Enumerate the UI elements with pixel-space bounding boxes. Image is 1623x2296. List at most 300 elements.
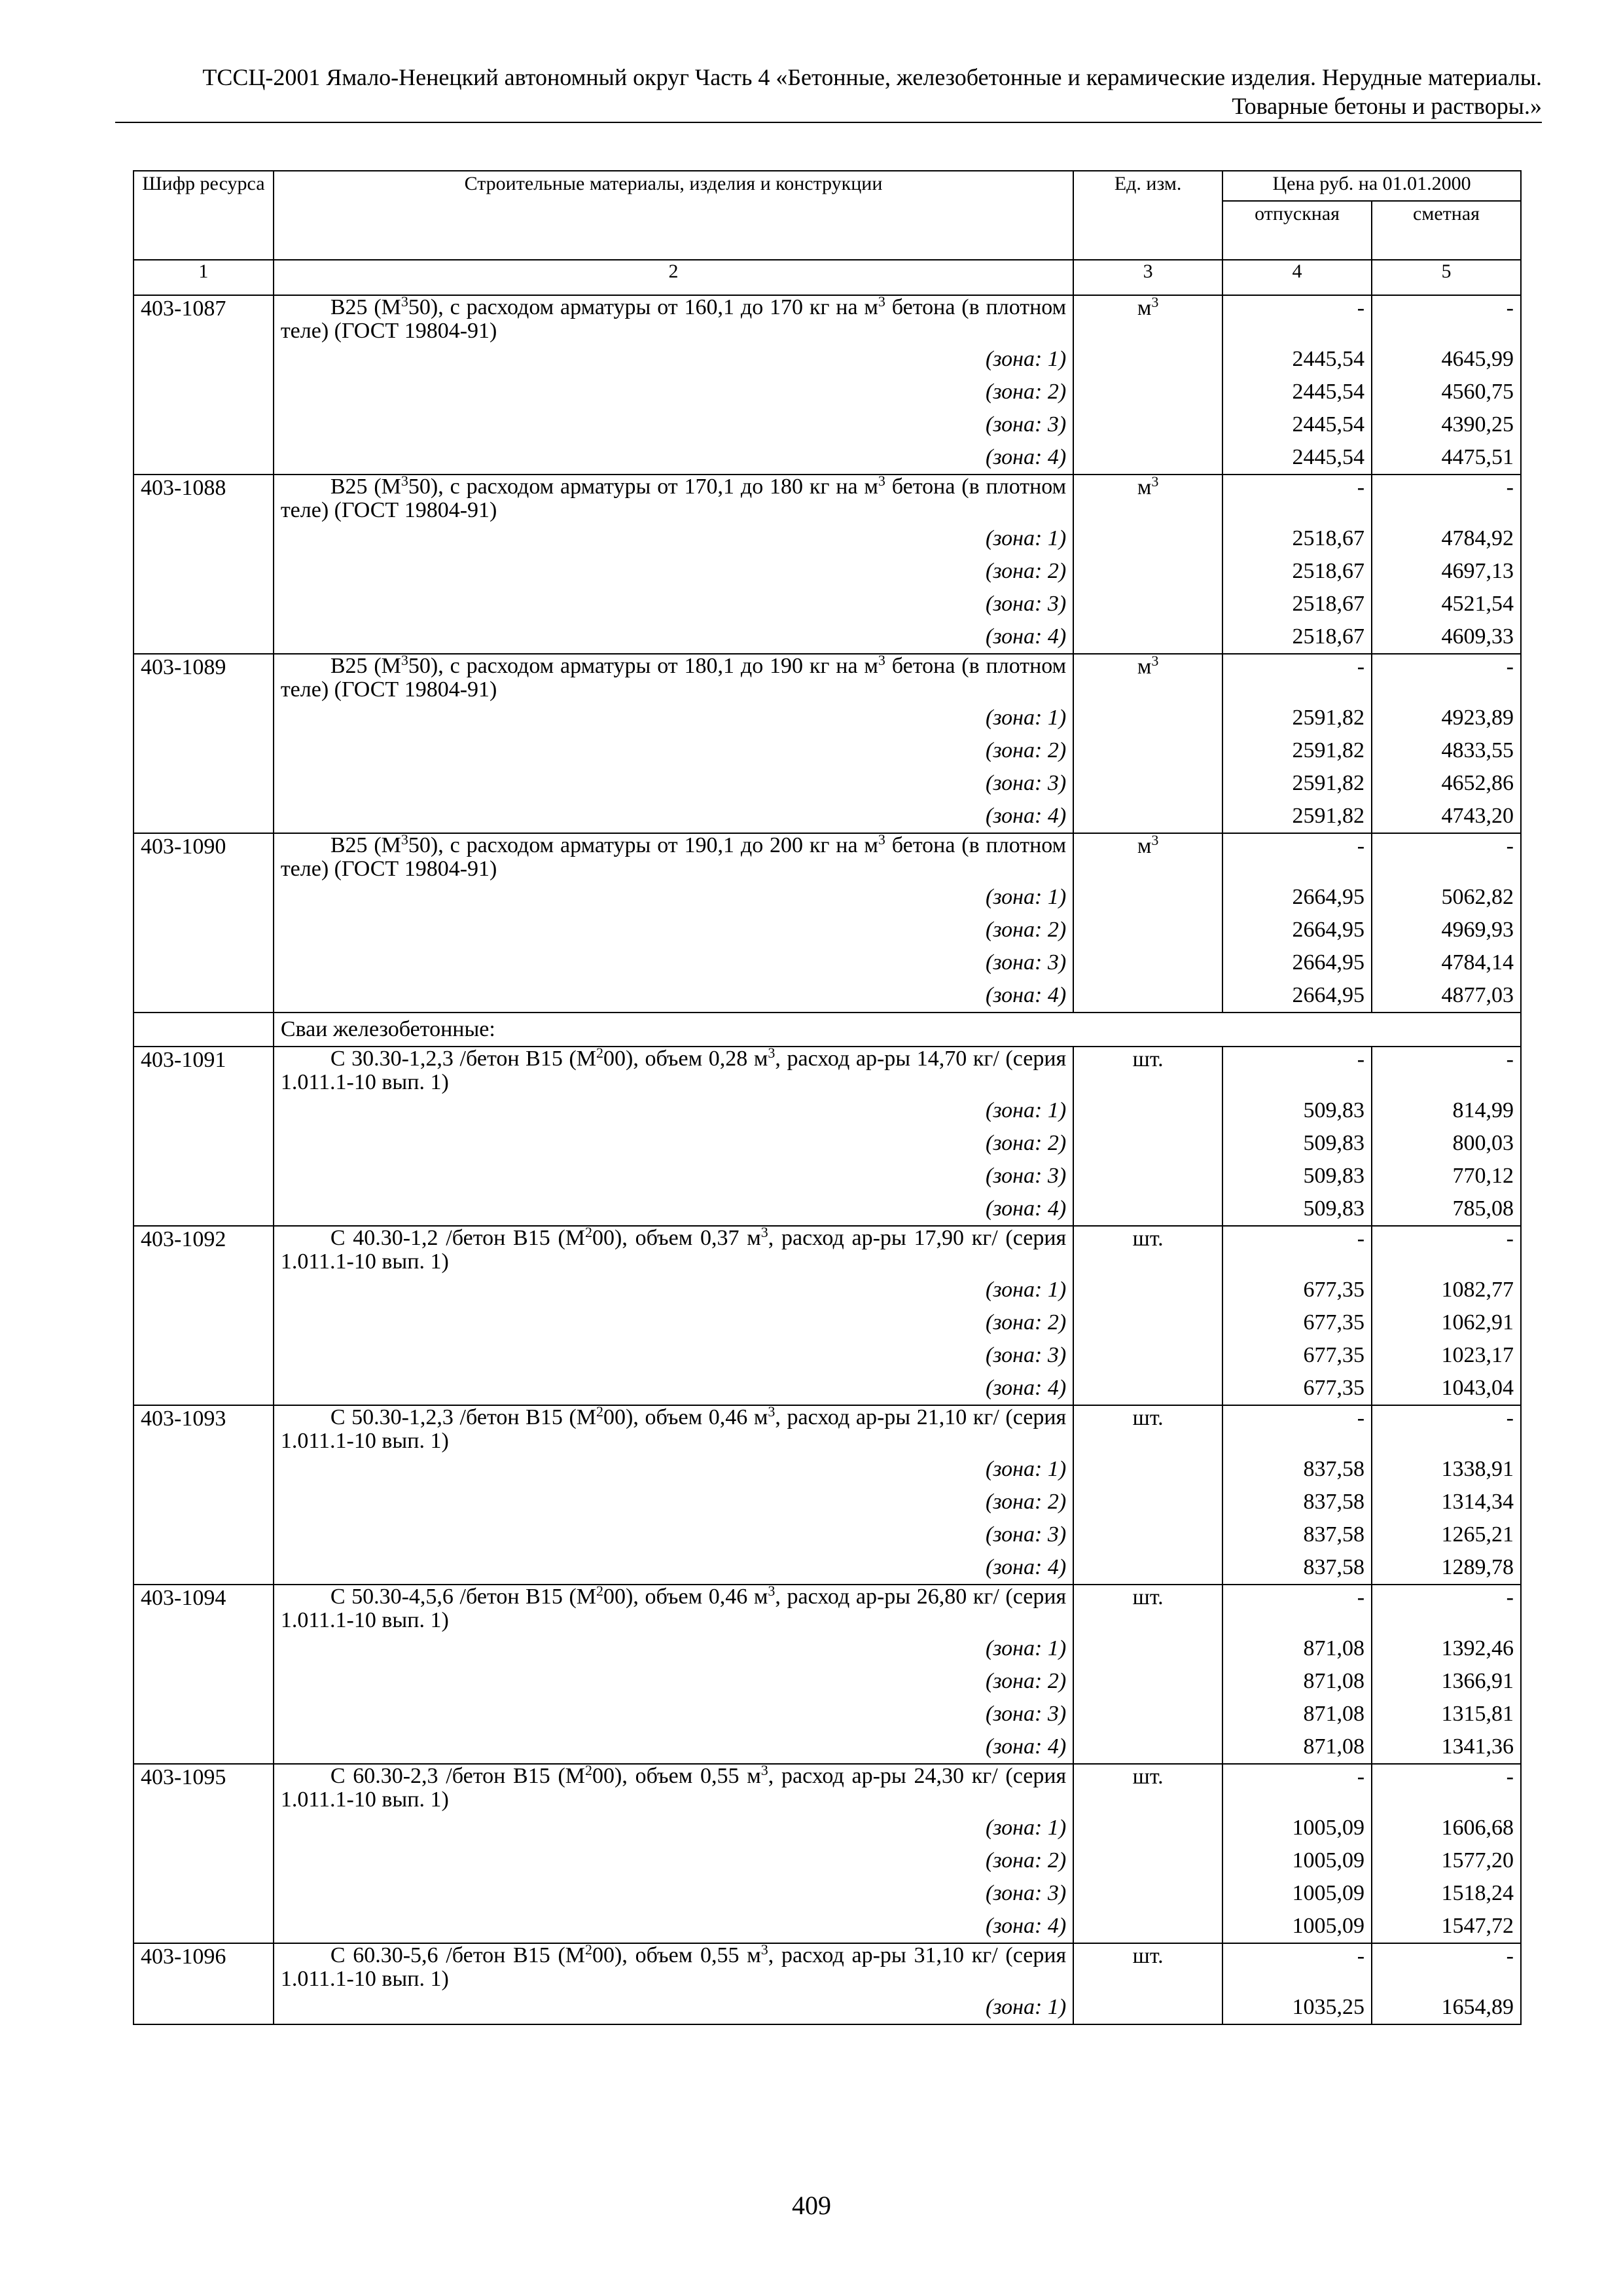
estimate-price: 1314,34 (1372, 1486, 1521, 1518)
release-price: 509,83 (1222, 1094, 1372, 1127)
zone-row (134, 800, 1521, 833)
resource-code: 403-1094 (134, 1585, 274, 1632)
resource-code: 403-1092 (134, 1226, 274, 1274)
zone-label: (зона: 4) (274, 620, 1073, 654)
zone-unit-empty (1073, 914, 1222, 946)
estimate-price: 770,12 (1372, 1160, 1521, 1193)
resource-code: 403-1091 (134, 1047, 274, 1094)
release-price: 837,58 (1222, 1486, 1372, 1518)
description-superscript: 2 (596, 1045, 604, 1061)
release-price: 1005,09 (1222, 1812, 1372, 1844)
zone-unit-empty (1073, 1731, 1222, 1764)
release-price: 871,08 (1222, 1731, 1372, 1764)
description-text: , расход ар-ры 26,80 кг/ (серия 1.011.1-10 вып. 1) (280, 1585, 1067, 1632)
zone-unit-empty (1073, 522, 1222, 555)
release-price: 1005,09 (1222, 1877, 1372, 1910)
estimate-price-empty: - (1372, 1226, 1521, 1274)
description-text: С 60.30-2,3 /бетон В15 (М (330, 1764, 586, 1788)
zone-unit-empty (1073, 376, 1222, 408)
estimate-price: 1062,91 (1372, 1306, 1521, 1339)
zone-code-empty (134, 1812, 274, 1844)
estimate-price: 814,99 (1372, 1094, 1521, 1127)
description-text: , расход ар-ры 24,30 кг/ (серия 1.011.1-10 вып. 1) (280, 1764, 1067, 1812)
zone-unit-empty (1073, 1812, 1222, 1844)
header-rule (115, 122, 1542, 123)
zone-code-empty (134, 1991, 274, 2024)
zone-unit-empty (1073, 1632, 1222, 1665)
zone-label: (зона: 2) (274, 734, 1073, 767)
release-price: 509,83 (1222, 1193, 1372, 1226)
zone-unit-empty (1073, 1844, 1222, 1877)
description-text: бетона (в плотном теле) (ГОСТ 19804-91) (280, 475, 1067, 522)
zone-unit-empty (1073, 1910, 1222, 1943)
estimate-price: 4833,55 (1372, 734, 1521, 767)
zone-row (134, 1193, 1521, 1226)
zone-row (134, 1877, 1521, 1910)
zone-row (134, 979, 1521, 1013)
unit-superscript: 3 (1151, 653, 1159, 669)
unit-of-measure (1073, 1585, 1222, 1632)
zone-unit-empty (1073, 1339, 1222, 1372)
zone-row (134, 1453, 1521, 1486)
zone-label: (зона: 3) (274, 1339, 1073, 1372)
zone-unit-empty (1073, 800, 1222, 833)
zone-code-empty (134, 555, 274, 588)
zone-unit-empty (1073, 1877, 1222, 1910)
zone-label: (зона: 2) (274, 1844, 1073, 1877)
zone-code-empty (134, 1372, 274, 1405)
zone-row (134, 1094, 1521, 1127)
zone-label: (зона: 3) (274, 1698, 1073, 1731)
column-header-materials: Строительные материалы, изделия и конструкции (274, 171, 1073, 260)
release-price: 1005,09 (1222, 1910, 1372, 1943)
description-text: С 50.30-1,2,3 /бетон В15 (М (330, 1405, 597, 1429)
page-number: 409 (792, 2191, 831, 2220)
estimate-price-empty: - (1372, 475, 1521, 522)
zone-label: (зона: 1) (274, 1274, 1073, 1306)
release-price: 871,08 (1222, 1632, 1372, 1665)
description-text: бетона (в плотном теле) (ГОСТ 19804-91) (280, 295, 1067, 343)
resource-row (134, 295, 1521, 343)
resource-code: 403-1093 (134, 1405, 274, 1453)
description-superscript: 3 (878, 652, 885, 668)
zone-unit-empty (1073, 555, 1222, 588)
zone-label: (зона: 2) (274, 1306, 1073, 1339)
zone-row (134, 1731, 1521, 1764)
zone-unit-empty (1073, 734, 1222, 767)
zone-label: (зона: 1) (274, 343, 1073, 376)
description-text: С 60.30-5,6 /бетон В15 (М (330, 1943, 586, 1967)
column-number: 5 (1372, 260, 1521, 295)
description-text: 00), объем 0,28 м (603, 1047, 768, 1071)
estimate-price: 4697,13 (1372, 555, 1521, 588)
zone-row (134, 1306, 1521, 1339)
zone-row (134, 1665, 1521, 1698)
release-price: 2591,82 (1222, 734, 1372, 767)
resource-code: 403-1089 (134, 654, 274, 702)
running-header-line-2: Товарные бетоны и растворы.» (1232, 93, 1542, 119)
release-price: 2445,54 (1222, 408, 1372, 441)
unit-text: шт. (1132, 1944, 1164, 1968)
release-price-empty: - (1222, 1764, 1372, 1812)
zone-row (134, 914, 1521, 946)
zone-unit-empty (1073, 1486, 1222, 1518)
release-price: 2445,54 (1222, 376, 1372, 408)
zone-unit-empty (1073, 408, 1222, 441)
zone-label: (зона: 4) (274, 441, 1073, 475)
estimate-price: 1023,17 (1372, 1339, 1521, 1372)
unit-of-measure (1073, 1943, 1222, 1991)
zone-unit-empty (1073, 1665, 1222, 1698)
zone-code-empty (134, 800, 274, 833)
zone-label: (зона: 1) (274, 702, 1073, 734)
description-superscript: 3 (760, 1941, 768, 1958)
release-price: 2518,67 (1222, 588, 1372, 620)
resource-code: 403-1095 (134, 1764, 274, 1812)
release-price: 837,58 (1222, 1518, 1372, 1551)
release-price-empty: - (1222, 833, 1372, 881)
unit-text: шт. (1132, 1585, 1164, 1609)
description-superscript: 3 (401, 652, 408, 668)
zone-row (134, 1339, 1521, 1372)
concrete-entries (134, 295, 1521, 1013)
price-table (133, 170, 1522, 2025)
estimate-price-empty: - (1372, 295, 1521, 343)
estimate-price-empty: - (1372, 1405, 1521, 1453)
zone-label: (зона: 4) (274, 1372, 1073, 1405)
zone-unit-empty (1073, 979, 1222, 1013)
resource-description (274, 1226, 1073, 1274)
unit-text: м (1137, 655, 1152, 679)
zone-unit-empty (1073, 1372, 1222, 1405)
zone-unit-empty (1073, 1306, 1222, 1339)
zone-label: (зона: 1) (274, 522, 1073, 555)
column-number: 4 (1222, 260, 1372, 295)
zone-code-empty (134, 1518, 274, 1551)
estimate-price: 4743,20 (1372, 800, 1521, 833)
zone-code-empty (134, 979, 274, 1013)
release-price: 2518,67 (1222, 620, 1372, 654)
column-header-code: Шифр ресурса (134, 171, 274, 260)
unit-text: м (1137, 475, 1152, 499)
description-text: В25 (М (330, 833, 401, 857)
release-price-empty: - (1222, 295, 1372, 343)
zone-code-empty (134, 1632, 274, 1665)
estimate-price: 4645,99 (1372, 343, 1521, 376)
estimate-price: 4609,33 (1372, 620, 1521, 654)
zone-code-empty (134, 914, 274, 946)
zone-unit-empty (1073, 1453, 1222, 1486)
zone-label: (зона: 1) (274, 1453, 1073, 1486)
column-header-release-price: отпускная (1222, 201, 1372, 260)
release-price: 2518,67 (1222, 522, 1372, 555)
column-number: 2 (274, 260, 1073, 295)
estimate-price: 1518,24 (1372, 1877, 1521, 1910)
resource-row (134, 1943, 1521, 1991)
estimate-price: 4521,54 (1372, 588, 1521, 620)
zone-row (134, 522, 1521, 555)
estimate-price: 1043,04 (1372, 1372, 1521, 1405)
release-price-empty: - (1222, 475, 1372, 522)
zone-row (134, 1372, 1521, 1405)
zone-unit-empty (1073, 946, 1222, 979)
unit-superscript: 3 (1151, 832, 1159, 848)
estimate-price: 1654,89 (1372, 1991, 1521, 2024)
zone-unit-empty (1073, 1518, 1222, 1551)
zone-unit-empty (1073, 881, 1222, 914)
estimate-price: 1082,77 (1372, 1274, 1521, 1306)
estimate-price: 800,03 (1372, 1127, 1521, 1160)
description-text: 00), объем 0,37 м (592, 1226, 761, 1250)
estimate-price: 1289,78 (1372, 1551, 1521, 1585)
zone-label: (зона: 2) (274, 1665, 1073, 1698)
description-text: , расход ар-ры 21,10 кг/ (серия 1.011.1-10 вып. 1) (280, 1405, 1067, 1453)
description-text: 50), с расходом арматуры от 190,1 до 200 кг на м (408, 833, 878, 857)
running-header-line-1: ТССЦ-2001 Ямало-Ненецкий автономный округ Часть 4 «Бетонные, железобетонные и керамические изделия. Нерудные материалы. (202, 64, 1542, 90)
column-number: 3 (1073, 260, 1222, 295)
description-superscript: 2 (585, 1941, 593, 1958)
resource-row (134, 654, 1521, 702)
release-price: 2518,67 (1222, 555, 1372, 588)
zone-code-empty (134, 588, 274, 620)
estimate-price-empty: - (1372, 1047, 1521, 1094)
description-superscript: 3 (768, 1403, 776, 1420)
resource-description (274, 833, 1073, 881)
resource-description (274, 475, 1073, 522)
description-text: бетона (в плотном теле) (ГОСТ 19804-91) (280, 654, 1067, 702)
zone-row (134, 1551, 1521, 1585)
zone-unit-empty (1073, 1551, 1222, 1585)
unit-superscript: 3 (1151, 294, 1159, 310)
estimate-price: 1341,36 (1372, 1731, 1521, 1764)
zone-label: (зона: 4) (274, 1551, 1073, 1585)
description-text: 50), с расходом арматуры от 160,1 до 170 кг на м (408, 295, 878, 319)
estimate-price: 4969,93 (1372, 914, 1521, 946)
resource-row (134, 1405, 1521, 1453)
zone-row (134, 1274, 1521, 1306)
release-price: 2445,54 (1222, 441, 1372, 475)
zone-code-empty (134, 522, 274, 555)
description-text: В25 (М (330, 295, 401, 319)
description-text: В25 (М (330, 654, 401, 678)
estimate-price: 4390,25 (1372, 408, 1521, 441)
column-number-row (134, 260, 1521, 295)
running-header (115, 63, 1542, 120)
zone-code-empty (134, 343, 274, 376)
description-superscript: 3 (878, 293, 885, 310)
unit-text: м (1137, 296, 1152, 320)
resource-code: 403-1087 (134, 295, 274, 343)
zone-label: (зона: 3) (274, 1877, 1073, 1910)
zone-code-empty (134, 1877, 274, 1910)
zone-unit-empty (1073, 702, 1222, 734)
estimate-price: 1315,81 (1372, 1698, 1521, 1731)
release-price: 2591,82 (1222, 767, 1372, 800)
release-price: 2445,54 (1222, 343, 1372, 376)
zone-code-empty (134, 1274, 274, 1306)
zone-code-empty (134, 376, 274, 408)
zone-unit-empty (1073, 1274, 1222, 1306)
zone-label: (зона: 3) (274, 767, 1073, 800)
resource-row (134, 1585, 1521, 1632)
zone-row (134, 620, 1521, 654)
column-number: 1 (134, 260, 274, 295)
release-price-empty: - (1222, 1585, 1372, 1632)
unit-superscript: 3 (1151, 473, 1159, 490)
estimate-price-empty: - (1372, 1943, 1521, 1991)
zone-label: (зона: 3) (274, 1518, 1073, 1551)
estimate-price: 1265,21 (1372, 1518, 1521, 1551)
zone-row (134, 1698, 1521, 1731)
unit-of-measure (1073, 1226, 1222, 1274)
zone-row (134, 408, 1521, 441)
estimate-price: 4784,14 (1372, 946, 1521, 979)
zone-row (134, 881, 1521, 914)
estimate-price-empty: - (1372, 833, 1521, 881)
description-text: 00), объем 0,55 м (592, 1943, 761, 1967)
estimate-price: 4560,75 (1372, 376, 1521, 408)
description-text: бетона (в плотном теле) (ГОСТ 19804-91) (280, 833, 1067, 881)
unit-of-measure (1073, 1764, 1222, 1812)
zone-label: (зона: 1) (274, 881, 1073, 914)
resource-code: 403-1090 (134, 833, 274, 881)
unit-text: шт. (1132, 1047, 1164, 1071)
description-text: 00), объем 0,55 м (592, 1764, 761, 1788)
release-price: 509,83 (1222, 1127, 1372, 1160)
description-text: С 30.30-1,2,3 /бетон В15 (М (330, 1047, 597, 1071)
zone-code-empty (134, 1486, 274, 1518)
zone-code-empty (134, 946, 274, 979)
zone-label: (зона: 4) (274, 1731, 1073, 1764)
unit-text: шт. (1132, 1765, 1164, 1789)
section-header (134, 1013, 1521, 1047)
zone-label: (зона: 2) (274, 1486, 1073, 1518)
description-text: 00), объем 0,46 м (603, 1405, 768, 1429)
release-price: 2664,95 (1222, 881, 1372, 914)
zone-label: (зона: 3) (274, 1160, 1073, 1193)
release-price: 677,35 (1222, 1306, 1372, 1339)
table-header (134, 171, 1521, 295)
zone-unit-empty (1073, 1094, 1222, 1127)
resource-description (274, 654, 1073, 702)
release-price: 677,35 (1222, 1372, 1372, 1405)
resource-row (134, 475, 1521, 522)
zone-row (134, 1127, 1521, 1160)
description-superscript: 2 (596, 1403, 604, 1420)
release-price: 2664,95 (1222, 914, 1372, 946)
release-price: 2591,82 (1222, 800, 1372, 833)
description-text: , расход ар-ры 17,90 кг/ (серия 1.011.1-10 вып. 1) (280, 1226, 1067, 1274)
zone-unit-empty (1073, 1991, 1222, 2024)
zone-row (134, 767, 1521, 800)
estimate-price: 1338,91 (1372, 1453, 1521, 1486)
description-superscript: 3 (760, 1224, 768, 1240)
zone-row (134, 1486, 1521, 1518)
zone-label: (зона: 2) (274, 376, 1073, 408)
unit-of-measure (1073, 1405, 1222, 1453)
zone-code-empty (134, 702, 274, 734)
zone-label: (зона: 3) (274, 946, 1073, 979)
estimate-price-empty: - (1372, 1585, 1521, 1632)
zone-row (134, 343, 1521, 376)
resource-row (134, 1226, 1521, 1274)
zone-row (134, 1812, 1521, 1844)
description-superscript: 3 (878, 831, 885, 848)
zone-unit-empty (1073, 1698, 1222, 1731)
release-price-empty: - (1222, 1405, 1372, 1453)
zone-code-empty (134, 1551, 274, 1585)
unit-text: м (1137, 834, 1152, 858)
resource-row (134, 833, 1521, 881)
zone-unit-empty (1073, 343, 1222, 376)
zone-code-empty (134, 1453, 274, 1486)
zone-code-empty (134, 620, 274, 654)
description-superscript: 3 (401, 293, 408, 310)
release-price: 837,58 (1222, 1453, 1372, 1486)
zone-row (134, 1518, 1521, 1551)
resource-description (274, 1585, 1073, 1632)
zone-row (134, 376, 1521, 408)
column-header-unit: Ед. изм. (1073, 171, 1222, 260)
description-text: 50), с расходом арматуры от 180,1 до 190 кг на м (408, 654, 878, 678)
column-header-price-group: Цена руб. на 01.01.2000 (1222, 171, 1521, 201)
estimate-price-empty: - (1372, 1764, 1521, 1812)
zone-label: (зона: 3) (274, 588, 1073, 620)
zone-code-empty (134, 1844, 274, 1877)
release-price: 837,58 (1222, 1551, 1372, 1585)
description-text: , расход ар-ры 14,70 кг/ (серия 1.011.1-10 вып. 1) (280, 1047, 1067, 1094)
release-price: 677,35 (1222, 1339, 1372, 1372)
release-price: 871,08 (1222, 1698, 1372, 1731)
zone-row (134, 734, 1521, 767)
release-price: 2591,82 (1222, 702, 1372, 734)
release-price-empty: - (1222, 1226, 1372, 1274)
description-text: , расход ар-ры 31,10 кг/ (серия 1.011.1-10 вып. 1) (280, 1943, 1067, 1991)
description-superscript: 3 (768, 1583, 776, 1599)
zone-code-empty (134, 881, 274, 914)
estimate-price: 4784,92 (1372, 522, 1521, 555)
description-superscript: 3 (768, 1045, 776, 1061)
estimate-price: 4877,03 (1372, 979, 1521, 1013)
zone-unit-empty (1073, 1193, 1222, 1226)
description-superscript: 2 (596, 1583, 604, 1599)
zone-row (134, 946, 1521, 979)
description-superscript: 3 (401, 473, 408, 489)
zone-unit-empty (1073, 588, 1222, 620)
zone-unit-empty (1073, 1127, 1222, 1160)
zone-unit-empty (1073, 1160, 1222, 1193)
estimate-price: 1392,46 (1372, 1632, 1521, 1665)
resource-row (134, 1764, 1521, 1812)
release-price: 2664,95 (1222, 979, 1372, 1013)
zone-label: (зона: 2) (274, 555, 1073, 588)
resource-row (134, 1047, 1521, 1094)
zone-label: (зона: 4) (274, 1910, 1073, 1943)
zone-unit-empty (1073, 767, 1222, 800)
zone-unit-empty (1073, 620, 1222, 654)
zone-code-empty (134, 1127, 274, 1160)
unit-text: шт. (1132, 1406, 1164, 1430)
description-superscript: 2 (585, 1762, 593, 1778)
estimate-price: 4475,51 (1372, 441, 1521, 475)
release-price: 1035,25 (1222, 1991, 1372, 2024)
description-superscript: 3 (878, 473, 885, 489)
zone-code-empty (134, 1910, 274, 1943)
estimate-price: 1606,68 (1372, 1812, 1521, 1844)
release-price-empty: - (1222, 654, 1372, 702)
zone-label: (зона: 1) (274, 1632, 1073, 1665)
description-text: 00), объем 0,46 м (603, 1585, 768, 1609)
